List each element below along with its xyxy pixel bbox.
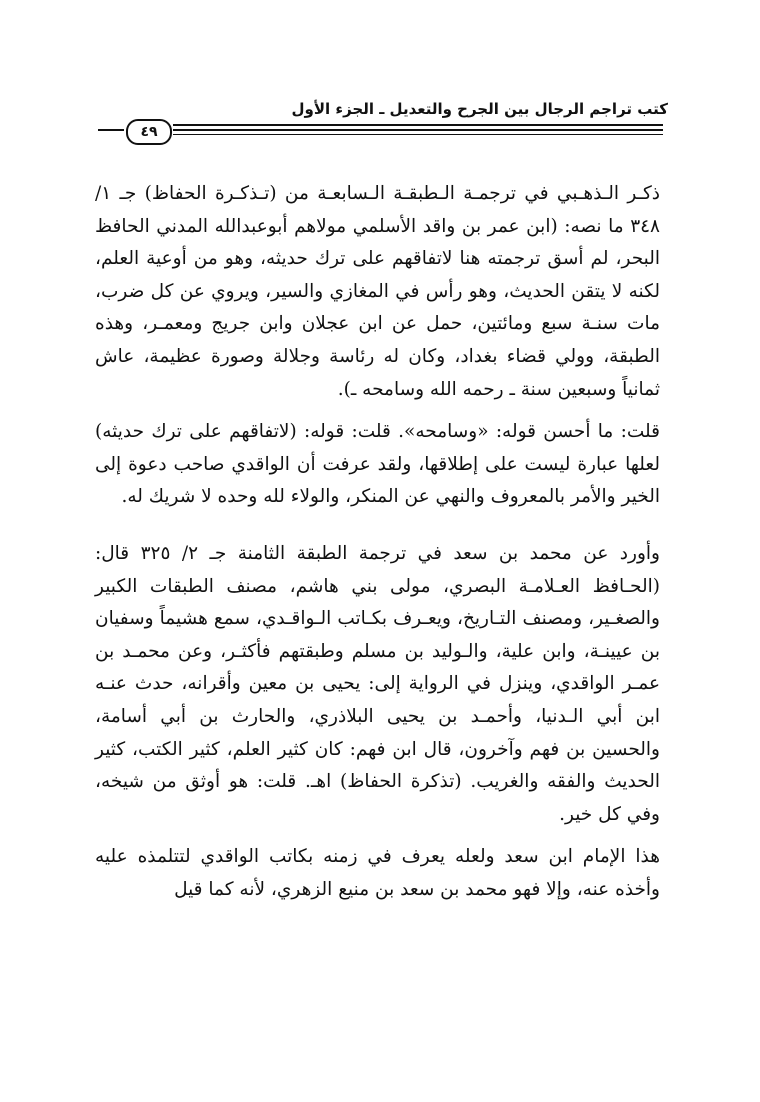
header-rule-line	[173, 134, 663, 135]
header-rule-line	[173, 124, 663, 126]
running-header: كتب تراجم الرجال بين الجرح والتعديل ـ الجزء الأول	[291, 100, 668, 118]
paragraph: هذا الإمام ابن سعد ولعله يعرف في زمنه بكاتب الواقدي لتتلمذه عليه وأخذه عنه، وإلا فهو محمد بن سعد بن منيع الزهري، لأنه كما قيل	[95, 846, 660, 900]
paragraph: قلت: ما أحسن قوله: «وسامحه». قلت: قوله: (لاتفاقهم على ترك حديثه) لعلها عبارة ليست على إطلاقها، ولقد عرفت أن الواقدي صاحب دعوة إلى الخير والأمر بالمعروف والنهي عن المنكر، والولاء لله وحده لا شريك له.	[95, 421, 660, 508]
header-rule-line	[173, 129, 663, 131]
header-rule	[98, 122, 663, 142]
paragraph: وأورد عن محمد بن سعد في ترجمة الطبقة الثامنة جـ ٢/ ٣٢٥ قال: (الحـافظ العـلامـة البصري، مولى بني هاشم، مصنف الطبقات الكبير والصغـير، ومصنف التـاريخ، ويعـرف بكـاتب الـواقـدي، سمع هشيماً وسفيان بن عيينـة، وابن علية، والـوليد بن مسلم وطبقتهم فأكثـر، وعن محمـد بن عمـر الواقدي، وينزل في الرواية إلى: يحيى بن معين وأقرانه، حدث عنـه ابن أبي الـدنيا، وأحمـد بن يحيى البلاذري، والحارث بن أبي أسامة، والحسين بن فهم وآخرون، قال ابن فهم: كان كثير العلم، كثير الكتب، كثير الحديث والفقه والغريب. (تذكرة الحفاظ) اهـ. قلت: هو أوثق من شيخه، وفي كل خير.	[95, 542, 660, 825]
body-text	[95, 178, 660, 906]
paragraph: ذكـر الـذهـبي في ترجمـة الـطبقـة الـسابعـة من (تـذكـرة الحفاظ) جـ ١/ ٣٤٨ ما نصه: (ابن عمر بن واقد الأسلمي مولاهم أبوعبدالله المدني الحافظ البحر، لم أسق ترجمته هنا لاتفاقهم على ترك حديثه، وهو من أوعية العلم، لكنه لا يتقن الحديث، وهو رأس في المغازي والسير، ويروي عن كل ضرب، مات سنـة سبع ومائتين، حمل عن ابن عجلان وابن جريج ومعمـر، وهذه الطبقة، وولي قضاء بغداد، وكان له رئاسة وجلالة وصورة عظيمة، عاش ثمانياً وسبعين سنة ـ رحمه الله وسامحه ـ).	[95, 183, 660, 400]
page-number: ٤٩	[126, 119, 172, 145]
header-rule-line	[98, 129, 124, 131]
